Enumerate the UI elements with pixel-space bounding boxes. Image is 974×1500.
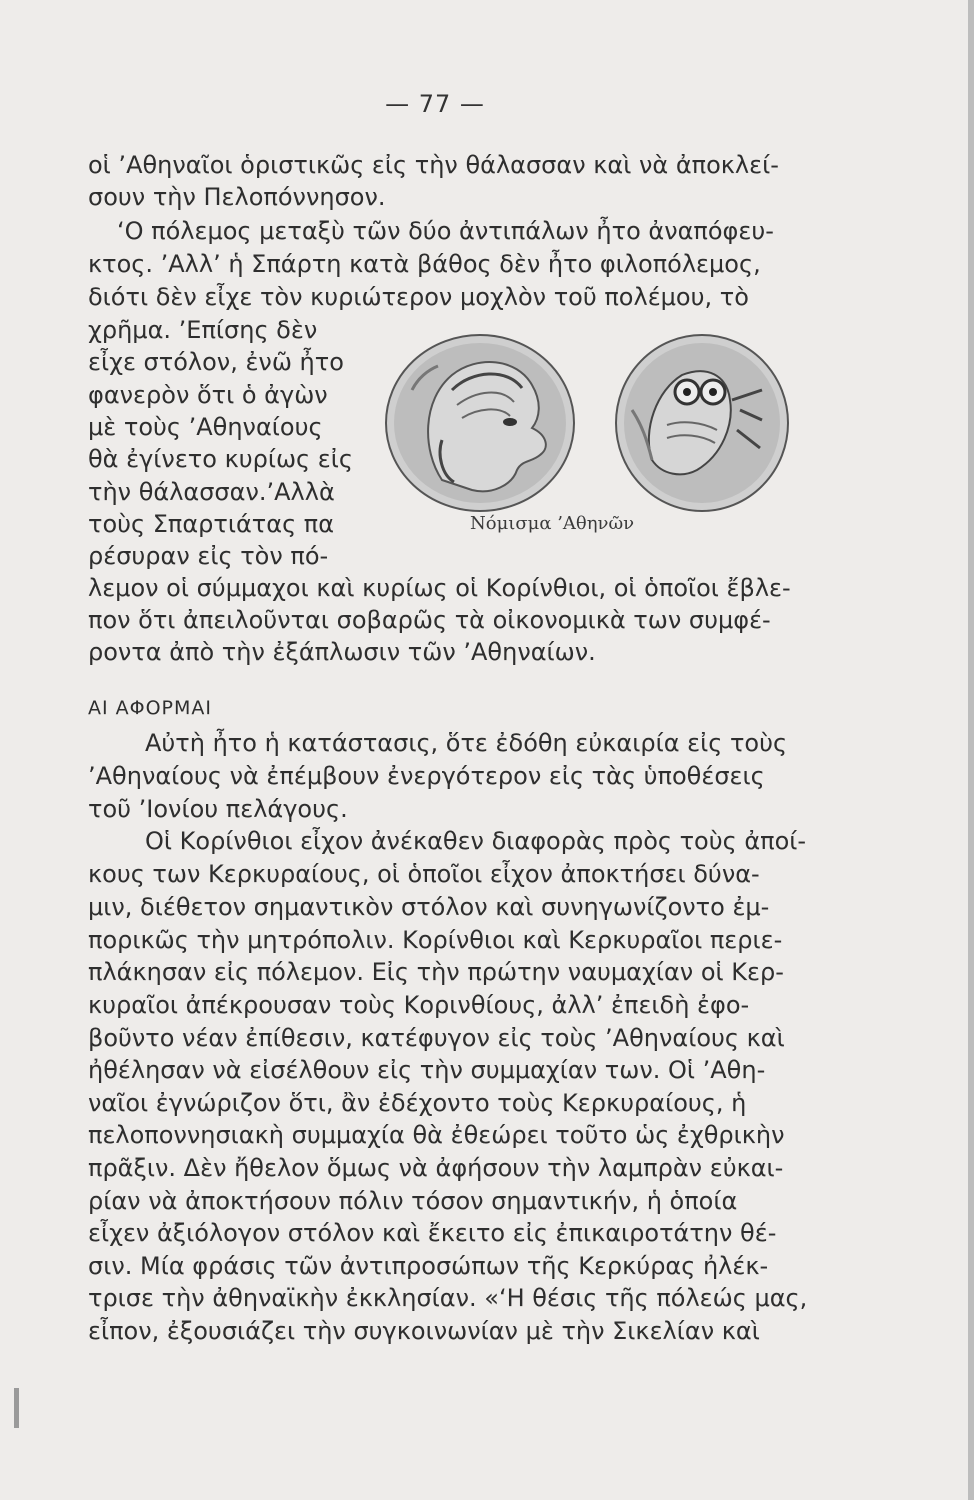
text-line: φανερὸν ὅτι ὁ ἀγὼν	[88, 381, 328, 409]
coin-reverse-owl-illustration	[612, 330, 792, 516]
text-line: τὴν θάλασσαν.’Αλλὰ	[88, 478, 335, 506]
text-line: θὰ ἐγίνετο κυρίως εἰς	[88, 445, 353, 473]
text-line: εἶπον, ἐξουσιάζει τὴν συγκοινωνίαν μὲ τὴν Σικελίαν καὶ	[88, 1317, 760, 1345]
text-line: ροντα ἀπὸ τὴν ἐξάπλωσιν τῶν ’Αθηναίων.	[88, 638, 596, 666]
text-line: σιν. Μία φράσις τῶν ἀντιπροσώπων τῆς Κερκύρας ἠλέκ-	[88, 1252, 769, 1280]
text-line: μιν, διέθετον σημαντικὸν στόλον καὶ συνηγωνίζοντο ἐμ-	[88, 893, 770, 921]
text-line: πορικῶς τὴν μητρόπολιν. Κορίνθιοι καὶ Κερκυραῖοι περιε-	[88, 926, 783, 954]
text-line: πλάκησαν εἰς πόλεμον. Εἰς τὴν πρώτην ναυμαχίαν οἱ Κερ-	[88, 958, 784, 986]
text-line: εἶχεν ἀξιόλογον στόλον καὶ ἔκειτο εἰς ἐπικαιροτάτην θέ-	[88, 1219, 777, 1247]
text-line: τοῦ ’Ιονίου πελάγους.	[88, 795, 348, 823]
page-number: — 77 —	[385, 90, 485, 118]
text-line: Αὐτὴ ἦτο ἡ κατάστασις, ὅτε ἐδόθη εὐκαιρία εἰς τοὺς	[145, 729, 788, 757]
text-line: πελοποννησιακὴ συμμαχία θὰ ἐθεώρει τοῦτο ὡς ἐχθρικὴν	[88, 1121, 785, 1149]
text-line: κους των Κερκυραίους, οἱ ὁποῖοι εἶχον ἀποκτήσει δύνα-	[88, 860, 760, 888]
coin-caption: Νόμισμα ’Αθηνῶν	[470, 513, 635, 534]
text-line: ρέσυραν εἰς τὸν πό-	[88, 542, 329, 570]
text-line: ‘Ο πόλεμος μεταξὺ τῶν δύο ἀντιπάλων ἦτο ἀναπόφευ-	[117, 217, 774, 245]
text-line: μὲ τοὺς ’Αθηναίους	[88, 413, 323, 441]
text-line: οἱ ’Αθηναῖοι ὁριστικῶς εἰς τὴν θάλασσαν καὶ νὰ ἀποκλεί-	[88, 151, 779, 179]
text-line: διότι δὲν εἶχε τὸν κυριώτερον μοχλὸν τοῦ πολέμου, τὸ	[88, 283, 749, 311]
text-line: κυραῖοι ἀπέκρουσαν τοὺς Κορινθίους, ἀλλ’ ἐπειδὴ ἐφο-	[88, 991, 750, 1019]
page-edge-shadow	[968, 0, 974, 1500]
coin-obverse-athena-illustration	[382, 330, 578, 516]
text-line: ρίαν νὰ ἀποκτήσουν πόλιν τόσον σημαντικήν, ἡ ὁποία	[88, 1187, 738, 1215]
text-line: ναῖοι ἐγνώριζον ὅτι, ἂν ἐδέχοντο τοὺς Κερκυραίους, ἡ	[88, 1089, 747, 1117]
text-line: πρᾶξιν. Δὲν ἤθελον ὅμως νὰ ἀφήσουν τὴν λαμπρὰν εὐκαι-	[88, 1154, 784, 1182]
text-line: τρισε τὴν ἀθηναϊκὴν ἐκκλησίαν. «‘Η θέσις τῆς πόλεώς μας,	[88, 1284, 808, 1312]
text-line: βοῦντο νέαν ἐπίθεσιν, κατέφυγον εἰς τοὺς ’Αθηναίους καὶ	[88, 1024, 785, 1052]
section-heading: ΑΙ ΑΦΟΡΜΑΙ	[88, 697, 212, 719]
text-line: εἶχε στόλον, ἐνῶ ἦτο	[88, 348, 344, 376]
text-line: κτος. ’Αλλ’ ἡ Σπάρτη κατὰ βάθος δὲν ἦτο φιλοπόλεμος,	[88, 250, 761, 278]
text-line: σουν τὴν Πελοπόννησον.	[88, 183, 386, 211]
text-line: χρῆμα. ’Επίσης δὲν	[88, 316, 318, 344]
text-line: τοὺς Σπαρτιάτας πα	[88, 510, 335, 538]
text-line: ’Αθηναίους νὰ ἐπέμβουν ἐνεργότερον εἰς τὰς ὑποθέσεις	[88, 762, 765, 790]
text-line: πον ὅτι ἀπειλοῦνται σοβαρῶς τὰ οἰκονομικὰ των συμφέ-	[88, 606, 771, 634]
binding-mark	[14, 1388, 19, 1428]
text-line: Οἱ Κορίνθιοι εἶχον ἀνέκαθεν διαφορὰς πρὸς τοὺς ἀποί-	[145, 827, 807, 855]
text-line: λεμον οἱ σύμμαχοι καὶ κυρίως οἱ Κορίνθιοι, οἱ ὁποῖοι ἔβλε-	[88, 574, 791, 602]
text-line: ἠθέλησαν νὰ εἰσέλθουν εἰς τὴν συμμαχίαν των. Οἱ ’Αθη-	[88, 1056, 766, 1084]
